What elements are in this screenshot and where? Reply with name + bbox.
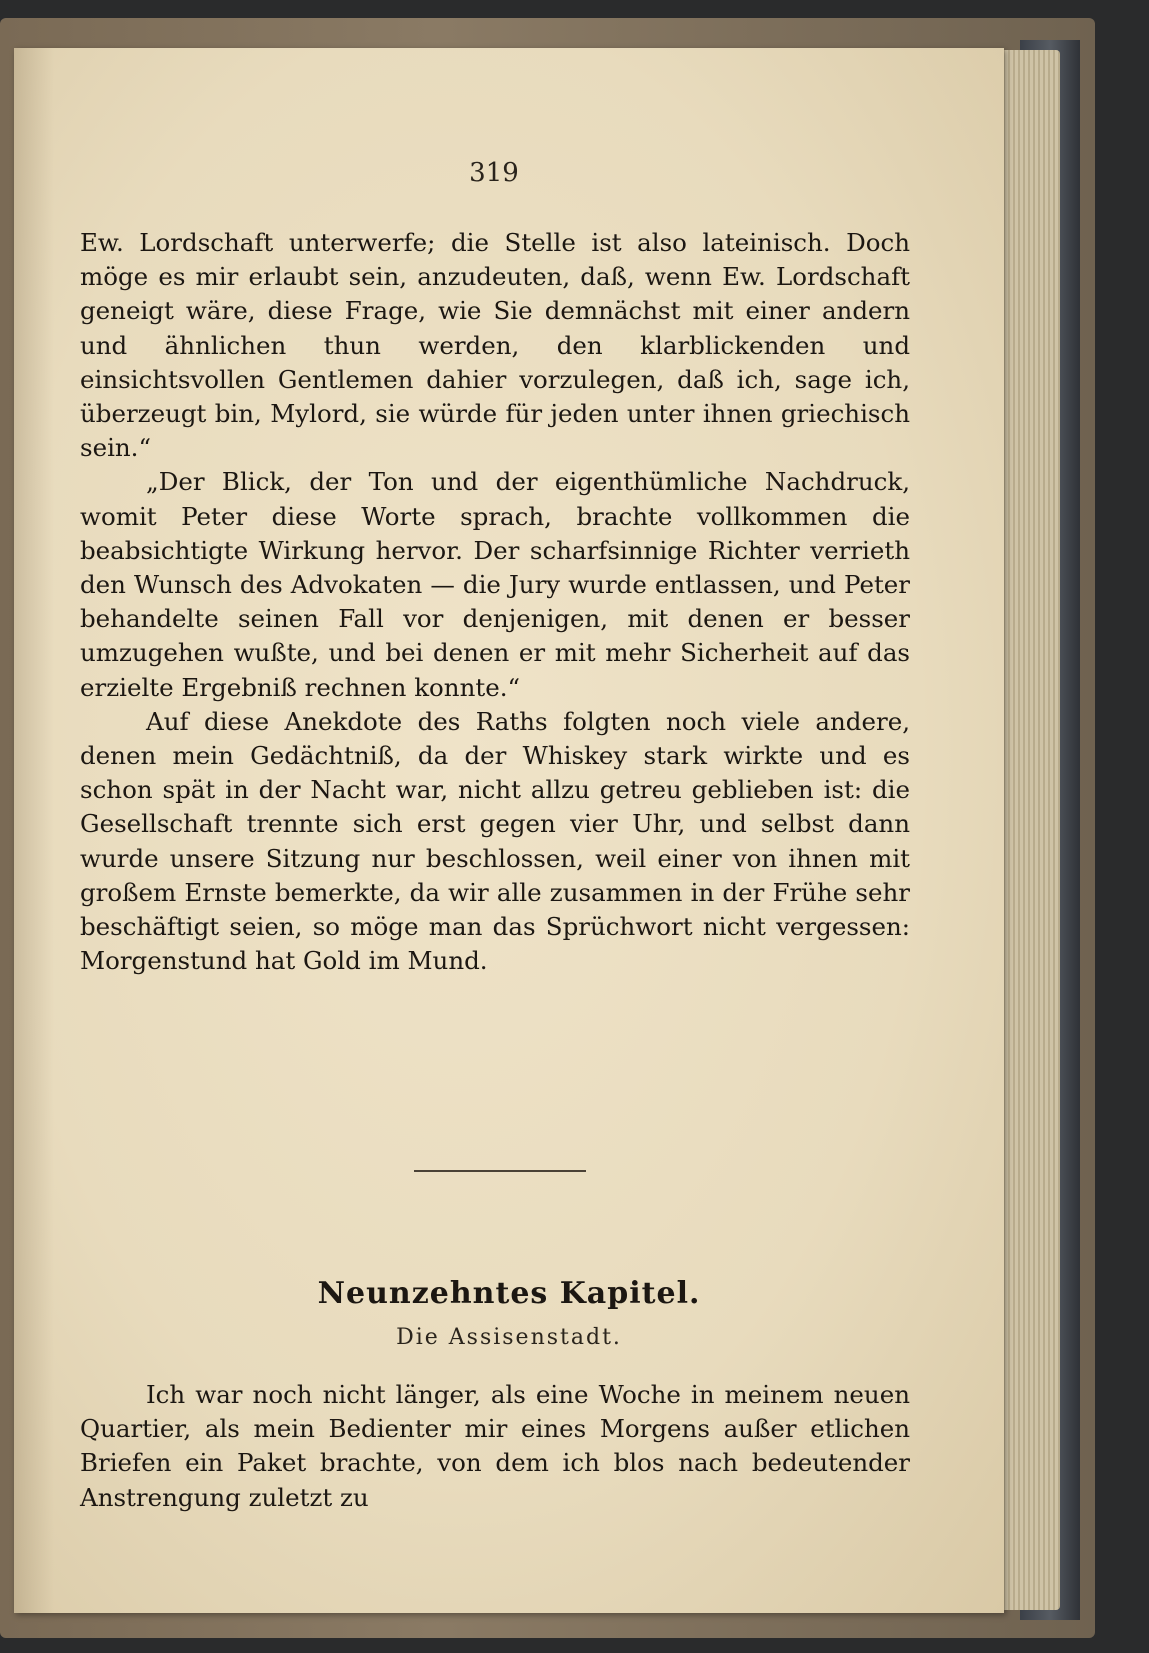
page-number: 319 <box>469 158 519 188</box>
section-divider <box>414 1170 586 1172</box>
book-page <box>14 48 1004 1613</box>
paragraph-continuation: Ew. Lordschaft unterwerfe; die Stelle ist also lateinisch. Doch möge es mir erlaubt sein, anzudeuten, daß, wenn Ew. Lordschaft geneigt wäre, diese Frage, wie Sie demnächst mit einer andern und ähnlichen thun werden, den klarblickenden und einsichtsvollen Gentlemen dahier vorzulegen, daß ich, sage ich, überzeugt bin, Mylord, sie würde für jeden unter ihnen griechisch sein.“ <box>80 228 910 463</box>
paragraph-anecdote: Auf diese Anekdote des Raths folgten noch viele andere, denen mein Gedächtniß, da der Whiskey stark wirkte und es schon spät in der Nacht war, nicht allzu getreu geblieben ist: die Gesellschaft trennte sich erst gegen vier Uhr, und selbst dann wurde unsere Sitzung nur beschlossen, weil einer von ihnen mit großem Ernste bemerkte, da wir alle zusammen in der Frühe sehr beschäftigt seien, so möge man das Sprüchwort nicht vergessen: Morgenstund hat Gold im Mund. <box>80 706 910 976</box>
chapter-title: Neunzehntes Kapitel. <box>317 1276 701 1311</box>
chapter-subtitle: Die Assisenstadt. <box>396 1325 622 1350</box>
chapter-text <box>80 1378 910 1515</box>
body-text <box>80 226 910 978</box>
chapter-opening-paragraph: Ich war noch nicht länger, als eine Woche in meinem neuen Quartier, als mein Bedienter mir eines Morgens außer etlichen Briefen ein Paket brachte, von dem ich blos nach bedeutender Anstrengung zuletzt zu <box>80 1380 910 1512</box>
paragraph-quote: „Der Blick, der Ton und der eigenthümliche Nachdruck, womit Peter diese Worte sprach, brachte vollkommen die beabsichtigte Wirkung hervor. Der scharfsinnige Richter verrieth den Wunsch des Advokaten — die Jury wurde entlassen, und Peter behandelte seinen Fall vor denjenigen, mit denen er besser umzugehen wußte, und bei denen er mit mehr Sicherheit auf das erzielte Ergebniß rechnen konnte.“ <box>80 467 910 702</box>
